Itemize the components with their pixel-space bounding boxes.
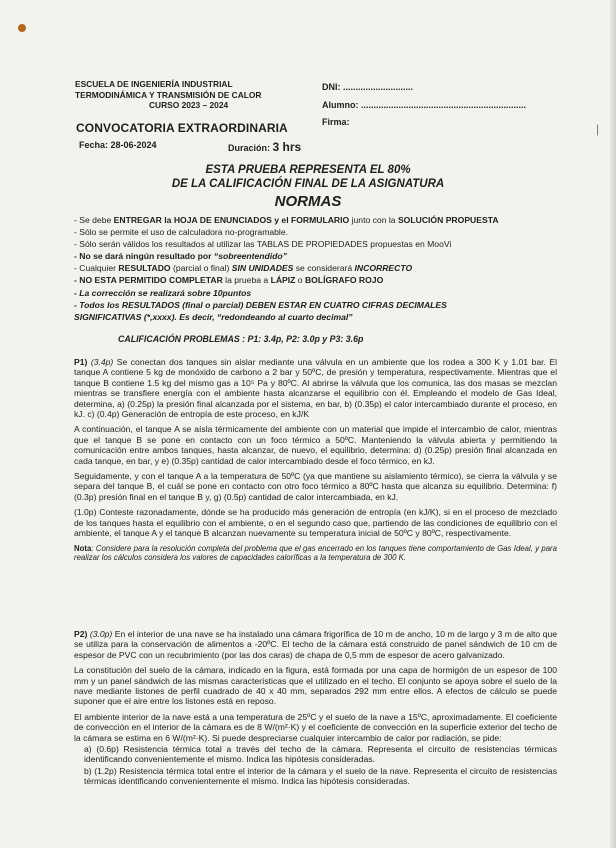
p2-question-a: a) (0.6p) Resistencia térmica total a través del techo de la cámara. Representa el circuito de resistencias térmicas identificando convenientemente el mismo. Indica las hipótesis consideradas. [84,744,557,765]
course-name: TERMODINÁMICA Y TRANSMISIÓN DE CALOR [75,89,262,100]
dni-field[interactable]: DNI: ............................ [322,82,414,92]
p1-paragraph-1: P1) (3.4p) Se conectan dos tanques sin aislar mediante una válvula en un ambiente que los rodea a 300 K y 1.01 bar. El tanque A contiene 5 kg de monóxido de carbono a 2 bar y 50ºC, de presión y temperatura, respectivamente. Mientras que el tanque B contiene 1.5 kg del mismo gas a 10⁵ Pa y 80ºC. Al abrirse la válvula que los comunica, las dos masas se mezclan mientras se transfiere energía con el ambiente hasta alcanzarse el equilibrio con él. Empleando el modelo de Gas Ideal, determina, a) (0.25p) la presión final alcanzada por el sistema, en bar, b) (0.35p) el calor intercambiado durante el proceso, en kJ. c) (0.4p) Generación de entropía de este proceso, en kJ/K [74,357,557,420]
rule-tables: - Sólo serán válidos los resultados al utilizar las TABLAS DE PROPIEDADES propuestas en MooVi [74,239,452,250]
rule-deliver: - Se debe ENTREGAR la HOJA DE ENUNCIADOS y el FORMULARIO junto con la SOLUCIÓN PROPUESTA [74,215,499,225]
page-edge [610,0,616,848]
rule-calculator: - Sólo se permite el uso de calculadora no-programable. [74,227,289,238]
alumno-field[interactable]: Alumno: .................................................................. [322,100,527,110]
weight-line-2: DE LA CALIFICACIÓN FINAL DE LA ASIGNATURA [171,178,445,190]
p2-question-b: b) (1.2p) Resistencia térmica total entre el interior de la cámara y el suelo de la nave. Representa el circuito de resistencias térmicas identificando convenientemente el mismo. Indica las hipótesis consideradas. [84,765,557,787]
rule-no-assumed: - No se dará ningún resultado por “sobreentendido” [74,251,287,262]
weight-line-1: ESTA PRUEBA REPRESENTA EL 80% [205,164,411,176]
rule-decimals-2: SIGNIFICATIVAS (*,xxxx). Es decir, “redondeando al cuarto decimal” [74,311,353,322]
rules-list [74,214,554,323]
corner-ink-mark [18,24,26,32]
exam-date: Fecha: 28-06-2024 [79,140,157,150]
exam-duration [228,140,301,154]
rule-grading: - La corrección se realizará sobre 10puntos [74,287,252,298]
problem-2 [74,629,557,792]
course-year: CURSO 2023 – 2024 [149,100,229,110]
rule-units: - Cualquier RESULTADO (parcial o final) SIN UNIDADES se considerará INCORRECTO [74,263,413,274]
exam-title: CONVOCATORIA EXTRAORDINARIA [76,121,288,135]
school-header [75,79,315,111]
duration-value: 3 hrs [272,140,302,154]
p2-paragraph-3: El ambiente interior de la nave está a una temperatura de 25ºC y el suelo de la nave a 15ºC, aproximadamente. El coeficiente de convección en el interior de la cámara es de 8 W/(m²·K) y el coeficiente de convección en la superficie exterior del techo de la cámara se estima en 6 W/(m²·K). Si puede despreciarse cualquier intercambio de calor por radiación, se pide: [74,711,557,743]
margin-pencil-mark: | [596,122,600,136]
rule-decimals-1: - Todos los RESULTADOS (final o parcial) DEBEN ESTAR EN CUATRO CIFRAS DECIMALES [74,299,447,310]
rule-pen: - NO ESTA PERMITIDO COMPLETAR la prueba a LÁPIZ o BOLÍGRAFO ROJO [74,275,384,286]
duration-label: Duración: [228,143,271,153]
p2-paragraph-2: La constitución del suelo de la cámara, indicado en la figura, está formada por una capa de hormigón de un espesor de 100 mm y un panel sándwich de las mismas características que el utilizado en el techo. El conjunto se apoya sobre el suelo de la nave mediante listones de perfil cuadrado de 40 x 40 mm, separados 292 mm entre ellos. A efectos de cálculo se puede suponer que el aire entre los listones está en reposo. [74,665,557,707]
problem-1 [74,357,557,567]
p1-paragraph-4: (1.0p) Conteste razonadamente, dónde se ha producido más generación de entropía (en kJ/K), si en el proceso de mezclado de los tanques hasta el equilibrio con el ambiente, o en el segundo caso que, partiendo de las condiciones de equilibrio con el ambiente, el tanque A y el tanque B alcanzan nuevamente su temperatura inicial de 50ºC y 80ºC, respectivamente. [74,507,557,539]
p1-note: Nota: Considere para la resolución completa del problema que el gas encerrado en los tanques tiene comportamiento de Gas Ideal, y para realizar los cálculos considera los valores de capacidades caloríficas a la temperatura de 300 K. [74,543,557,562]
p2-paragraph-1: P2) (3.0p) En el interior de una nave se ha instalado una cámara frigorífica de 10 m de ancho, 10 m de largo y 3 m de alto que se utiliza para la conservación de alimentos a -20ºC. El techo de la cámara está construido de panel sándwich de 10 cm de espesor de PVC con un recubrimiento (por las dos caras) de chapa de 0,5 mm de espesor de acero galvanizado. [74,629,558,660]
problem-scores: CALIFICACIÓN PROBLEMAS : P1: 3.4p, P2: 3.0p y P3: 3.6p [118,334,364,344]
school-name: ESCUELA DE INGENIERÍA INDUSTRIAL [75,79,233,89]
p1-paragraph-3: Seguidamente, y con el tanque A a la temperatura de 50ºC (ya que mantiene su aislamiento térmico), se cierra la válvula y se separa del tanque B, el cuál se pone en contacto con otro foco térmico a 80ºC hasta que alcanza su equilibrio. Determina: f) (0.3p) presión final en el tanque B y, g) (0.5p) cantidad de calor intercambiada, en kJ. [74,471,557,502]
rules-title: NORMAS [274,193,342,210]
p1-paragraph-2: A continuación, el tanque A se aísla térmicamente del ambiente con un material que impide el intercambio de calor, mientras que el tanque B se pone en contacto con un foco térmico a 50ºC. Manteniendo la válvula abierta y permitiendo la comunicación entre ambos tanques, hasta alcanzar, de nuevo, el equilibrio, determina: d) (0.25p) presión final alcanzada en cada tanque, en bar, y e) (0.35p) cantidad de calor intercambiado desde el foco térmico, en kJ. [74,424,557,466]
firma-field[interactable]: Firma: [322,117,350,127]
